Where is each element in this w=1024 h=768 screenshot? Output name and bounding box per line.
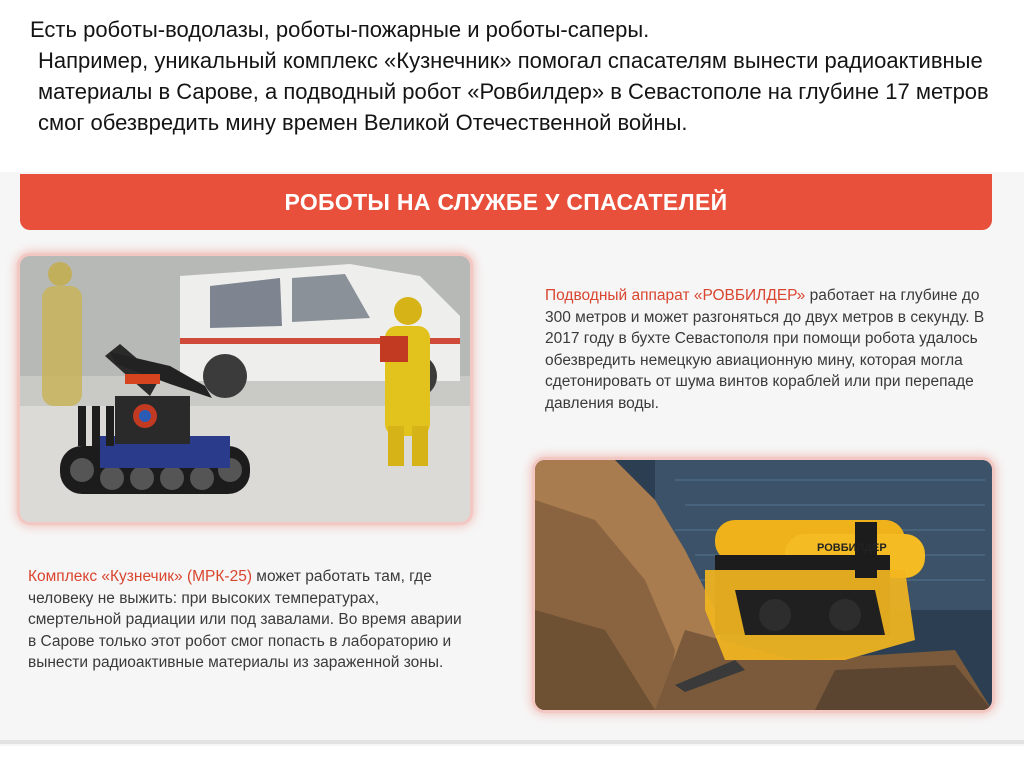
intro-line-1: Есть роботы-водолазы, роботы-пожарные и роботы-саперы. xyxy=(30,17,650,42)
rovbilder-caption-accent: Подводный аппарат «РОВБИЛДЕР» xyxy=(545,287,806,304)
kuznechik-robot-image xyxy=(20,256,470,522)
intro-text xyxy=(30,14,990,138)
rovbilder-caption xyxy=(545,285,985,414)
kuznechik-caption xyxy=(28,566,468,674)
intro-line-2: Например, уникальный комплекс «Кузнечник» помогал спасателям вынести радиоактивные материалы в Сарове, а подводный робот «Ровбилдер» в Севастополе на глубине 17 метров смог обезвредить мину времен Великой Отечественной войны. xyxy=(38,48,989,135)
infographic-banner xyxy=(20,174,992,230)
photo-rovbilder-robot xyxy=(535,460,992,710)
bottom-divider xyxy=(0,740,1024,744)
rovbilder-caption-text: работает на глубине до 300 метров и может разгоняться до двух метров в секунду. В 2017 году в бухте Севастополя при помощи робота удалось обезвредить немецкую авиационную мину, которая могла сдетонировать от шума винтов кораблей или при перепаде давления воды. xyxy=(545,287,985,412)
rov-brand-label: РОВБИЛДЕР xyxy=(817,542,887,554)
photo-kuznechik-robot xyxy=(20,256,470,522)
banner-title: РОБОТЫ НА СЛУЖБЕ У СПАСАТЕЛЕЙ xyxy=(284,188,728,215)
rovbilder-robot-image xyxy=(535,460,992,710)
kuznechik-caption-text: может работать там, где человеку не выжить: при высоких температурах, смертельной радиации или под завалами. Во время аварии в Сарове только этот робот смог попасть в лабораторию и вынести радиоактивные материалы из зараженной зоны. xyxy=(28,568,462,671)
kuznechik-caption-accent: Комплекс «Кузнечик» (МРК-25) xyxy=(28,568,252,585)
